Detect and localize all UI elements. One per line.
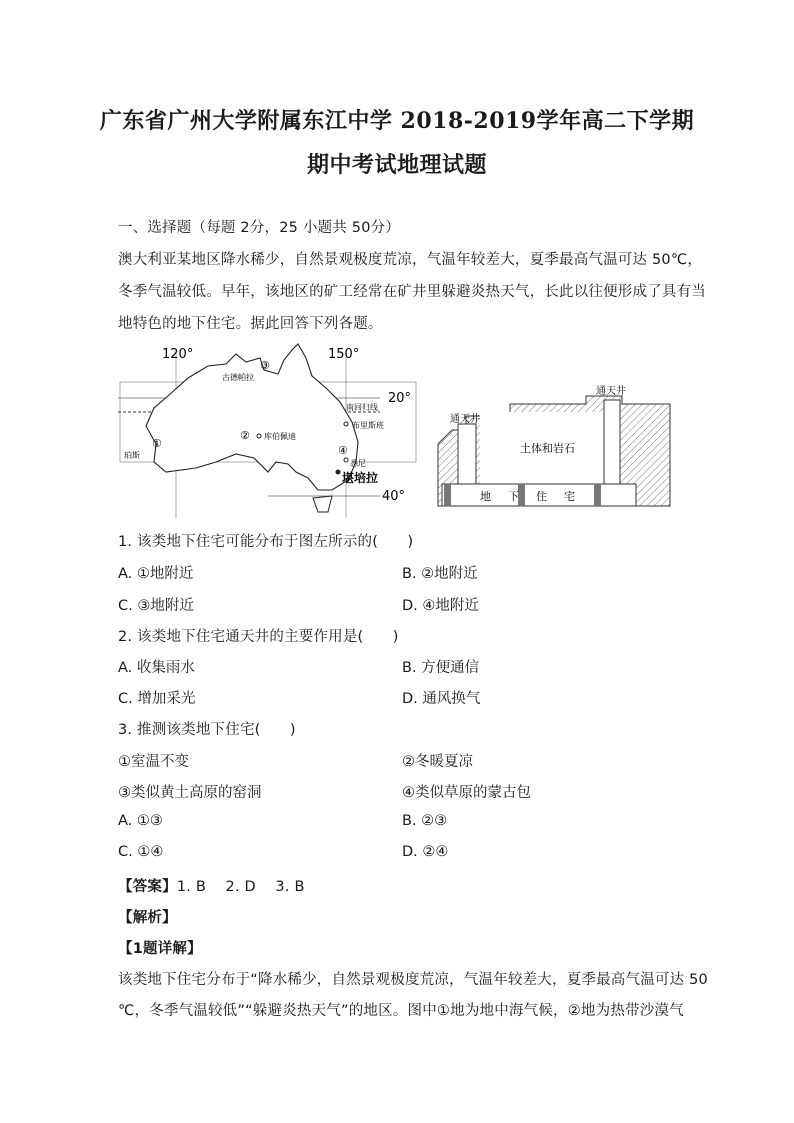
q3-option-b[interactable]: B. ②③ bbox=[402, 813, 448, 829]
question-2-stem: 2. 该类地下住宅通天井的主要作用是( ) bbox=[118, 629, 399, 645]
label-sydney: 悉尼 bbox=[350, 459, 366, 468]
q1-option-b[interactable]: B. ②地附近 bbox=[402, 566, 478, 582]
label-40: 40° bbox=[382, 489, 406, 504]
q2-option-d[interactable]: D. 通风换气 bbox=[402, 691, 481, 707]
label-120: 120° bbox=[162, 347, 194, 362]
section-heading: 一、选择题（每题 2分，25 小题共 50分） bbox=[118, 220, 401, 236]
title-line-2: 期中考试地理试题 bbox=[306, 152, 487, 178]
q2-option-a[interactable]: A. 收集雨水 bbox=[118, 660, 195, 676]
label-tropic: 南回归线 bbox=[346, 403, 378, 412]
house-char-3: 住 bbox=[536, 490, 547, 503]
underground-house-diagram bbox=[436, 384, 672, 510]
right-shaft bbox=[604, 400, 620, 484]
q2-option-c[interactable]: C. 增加采光 bbox=[118, 691, 196, 707]
q3-statement-4: ④类似草原的蒙古包 bbox=[402, 785, 531, 801]
detail-line-1: 该类地下住宅分布于“降水稀少，自然景观极度荒凉，气温年较差大，夏季最高气温可达 50 bbox=[118, 972, 708, 988]
canberra-dot bbox=[336, 470, 341, 475]
pillar-1 bbox=[444, 484, 451, 506]
australia-outline bbox=[146, 344, 358, 490]
house-char-2: 下 bbox=[508, 490, 519, 503]
label-150: 150° bbox=[328, 347, 360, 362]
marker-1: ① bbox=[152, 437, 162, 450]
label-perth: 珀斯 bbox=[124, 451, 140, 460]
label-shaft-left: 通天井 bbox=[450, 414, 480, 425]
analysis-label: 【解析】 bbox=[118, 910, 177, 926]
marker-3: ③ bbox=[260, 359, 270, 372]
label-brisbane: 布里斯班 bbox=[352, 421, 384, 430]
pillar-3 bbox=[594, 484, 601, 506]
intro-line-2: 冬季气温较低。早年，该地区的矿工经常在矿井里躲避炎热天气，长此以往便形成了具有当 bbox=[118, 284, 706, 300]
detail-label: 【1题详解】 bbox=[118, 941, 202, 957]
label-kupang: 古德帕拉 bbox=[222, 373, 254, 382]
q3-statement-3: ③类似黄土高原的窑洞 bbox=[118, 785, 262, 801]
label-rock: 土体和岩石 bbox=[520, 442, 575, 455]
australia-map bbox=[118, 340, 418, 518]
label-shaft-right: 通天井 bbox=[596, 386, 626, 397]
q1-option-c[interactable]: C. ③地附近 bbox=[118, 598, 194, 614]
q1-option-d[interactable]: D. ④地附近 bbox=[402, 598, 479, 614]
answer-text: 1. B 2. D 3. B bbox=[176, 879, 305, 895]
q2-option-b[interactable]: B. 方便通信 bbox=[402, 660, 480, 676]
house-char-1: 地 bbox=[480, 490, 491, 503]
question-3-stem: 3. 推测该类地下住宅( ) bbox=[118, 722, 296, 738]
detail-line-2: ℃，冬季气温较低”“躲避炎热天气”的地区。图中①地为地中海气候，②地为热带沙漠气 bbox=[118, 1003, 684, 1019]
q3-statement-2: ②冬暖夏凉 bbox=[402, 754, 473, 770]
house-char-4: 宅 bbox=[564, 490, 575, 503]
pillar-2 bbox=[518, 484, 525, 506]
intro-line-1: 澳大利亚某地区降水稀少，自然景观极度荒凉，气温年较差大，夏季最高气温可达 50℃， bbox=[118, 252, 703, 268]
q3-statement-1: ①室温不变 bbox=[118, 754, 189, 770]
question-1-stem: 1. 该类地下住宅可能分布于图左所示的( ) bbox=[118, 534, 414, 550]
q3-option-d[interactable]: D. ②④ bbox=[402, 844, 449, 860]
title-line-1: 广东省广州大学附属东江中学 2018-2019学年高二下学期 bbox=[99, 108, 695, 134]
label-20: 20° bbox=[388, 391, 412, 406]
label-coober: 库伯佩迪 bbox=[264, 432, 296, 441]
answer-label: 【答案】 bbox=[118, 879, 177, 895]
answer-row bbox=[118, 875, 305, 896]
q1-option-a[interactable]: A. ①地附近 bbox=[118, 566, 194, 582]
q3-option-c[interactable]: C. ①④ bbox=[118, 844, 164, 860]
q3-option-a[interactable]: A. ①③ bbox=[118, 813, 163, 829]
label-canberra: 堪培拉 bbox=[342, 471, 379, 485]
marker-4: ④ bbox=[338, 444, 348, 457]
tasmania-outline bbox=[313, 496, 332, 512]
left-shaft bbox=[458, 424, 476, 484]
intro-line-3: 地特色的地下住宅。据此回答下列各题。 bbox=[118, 316, 383, 332]
marker-2: ② bbox=[240, 429, 250, 442]
